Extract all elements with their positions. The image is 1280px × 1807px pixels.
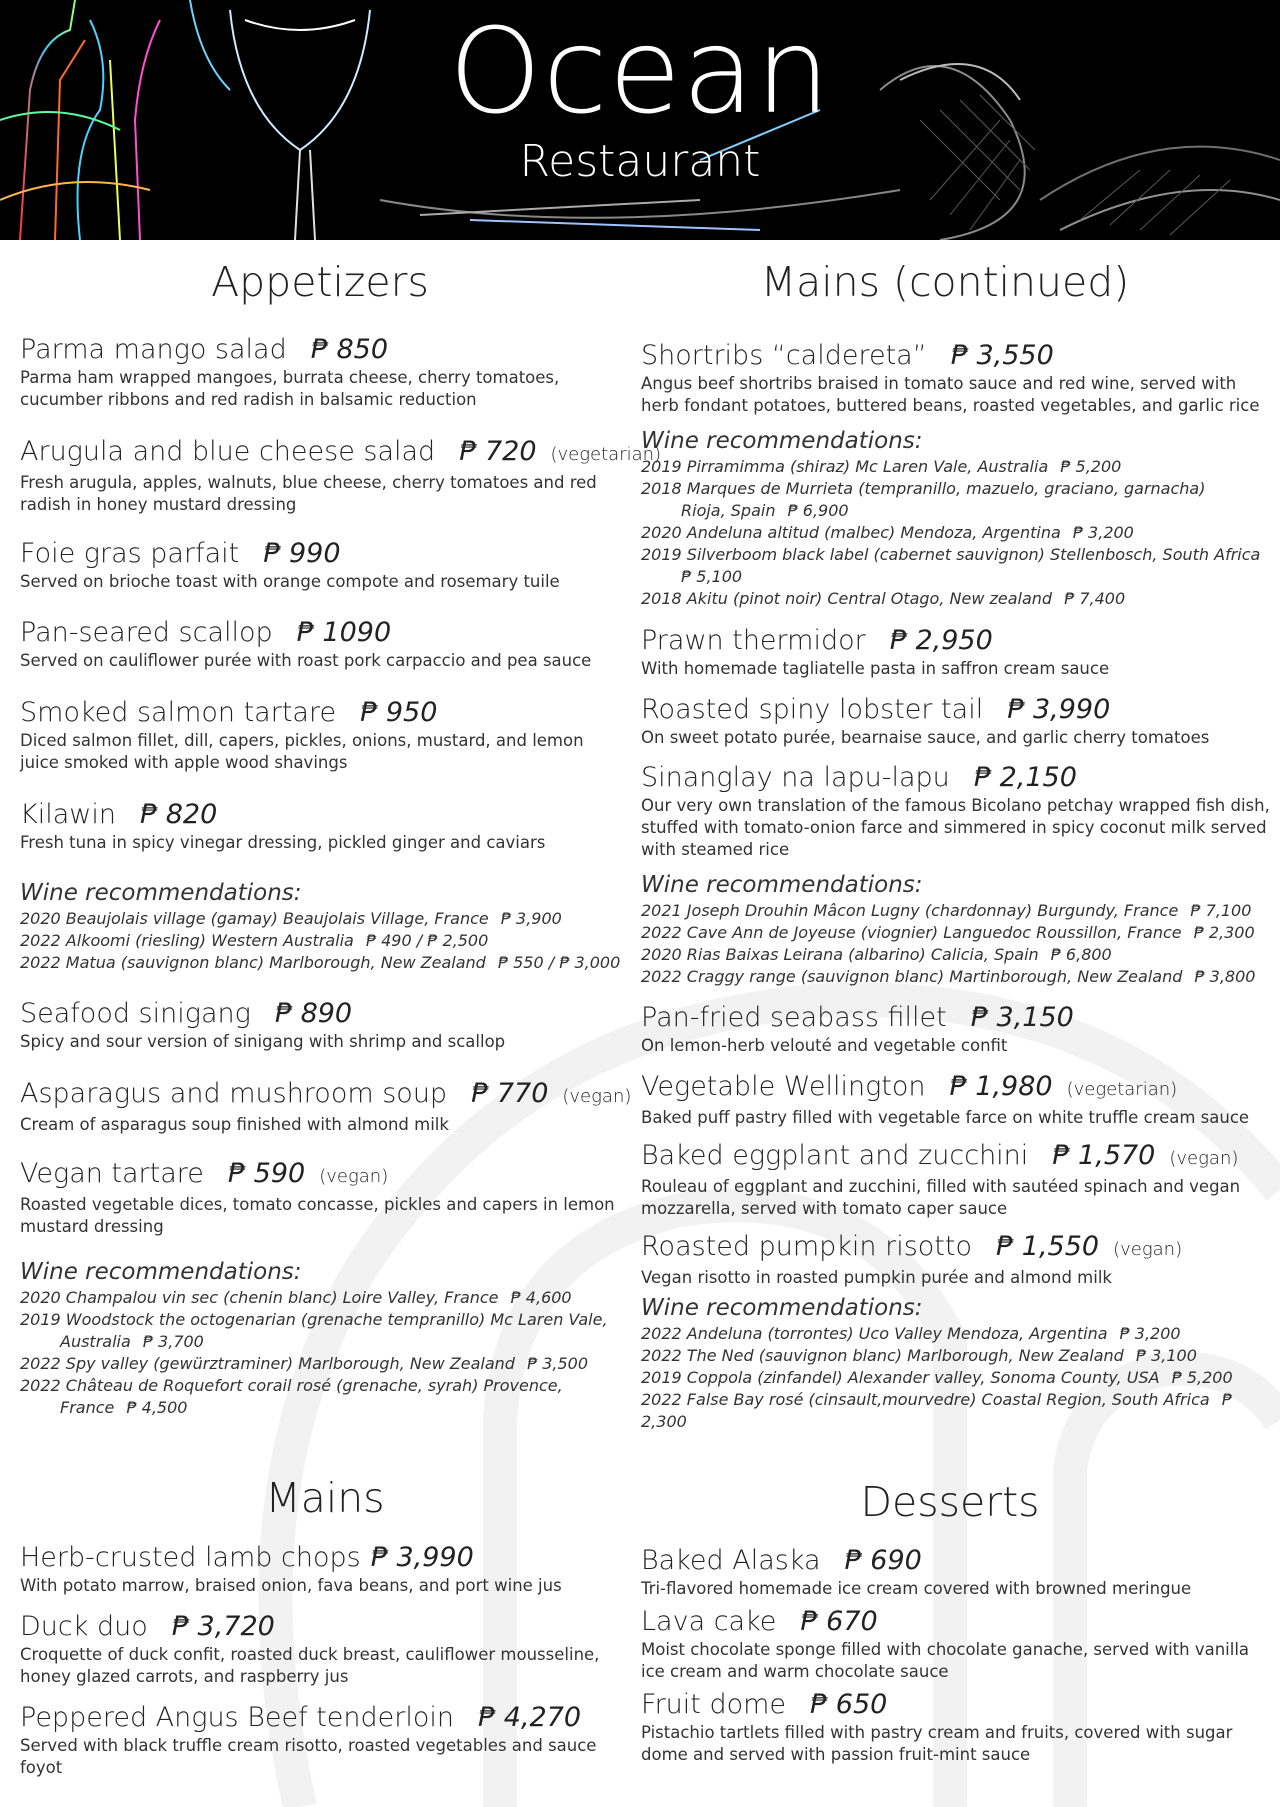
item-name: Roasted spiny lobster tail [641, 694, 984, 725]
wine-name: 2020 Andeluna altitud (malbec) Mendoza, Argentina [641, 523, 1061, 542]
item-description: Cream of asparagus soup finished with almond milk [20, 1115, 449, 1134]
item-name: Baked eggplant and zucchini [641, 1140, 1029, 1171]
wine-name: 2022 Alkoomi (riesling) Western Australia [20, 931, 354, 950]
wine-price: ₱ 5,200 [1060, 457, 1122, 476]
wine-name: 2022 Spy valley (gewürztraminer) Marlborough, New Zealand [20, 1354, 515, 1373]
item-price: ₱ 3,990 [370, 1542, 474, 1573]
wine-line [20, 908, 640, 930]
item-name: Herb-crusted lamb chops [20, 1542, 361, 1573]
item-heading [641, 1688, 1271, 1722]
wine-line [641, 478, 1271, 500]
item-heading [20, 1541, 620, 1575]
wine-line [20, 952, 640, 974]
menu-item [641, 761, 1271, 861]
menu-item [20, 798, 620, 854]
wine-line [20, 1309, 640, 1331]
wine-title: Wine recommendations: [20, 1259, 302, 1285]
item-heading [20, 616, 620, 650]
item-description: On sweet potato purée, bearnaise sauce, and garlic cherry tomatoes [641, 728, 1210, 747]
wine-recommendations [641, 870, 1271, 988]
wine-name: 2019 Pirramimma (shiraz) Mc Laren Vale, Australia [641, 457, 1049, 476]
item-name: Lava cake [641, 1606, 777, 1637]
item-description: Fresh tuna in spicy vinegar dressing, pickled ginger and caviars [20, 833, 546, 852]
item-heading [641, 761, 1271, 795]
wine-name: 2022 Craggy range (sauvignon blanc) Martinborough, New Zealand [641, 967, 1183, 986]
item-heading [641, 624, 1271, 658]
item-price: ₱ 1,550 [996, 1231, 1100, 1262]
wine-recommendations [20, 1257, 640, 1419]
item-price: ₱ 850 [310, 334, 389, 365]
menu-item [20, 1701, 620, 1779]
menu-item [20, 1077, 632, 1136]
menu-item [641, 1605, 1271, 1683]
menu-item [20, 1610, 620, 1688]
wine-line [20, 1353, 640, 1375]
wine-price: ₱ 2,300 [641, 1390, 1232, 1431]
item-price: ₱ 3,150 [970, 1002, 1074, 1033]
wine-line [20, 1287, 640, 1309]
item-price: ₱ 990 [263, 538, 341, 569]
item-description: Vegan risotto in roasted pumpkin purée and almond milk [641, 1268, 1112, 1287]
item-heading [641, 1139, 1271, 1176]
wine-price: ₱ 3,200 [1072, 523, 1134, 542]
item-heading [641, 1070, 1271, 1107]
menu-item [20, 616, 620, 672]
item-heading [641, 693, 1271, 727]
item-description: Angus beef shortribs braised in tomato sauce and red wine, served with herb fondant potatoes, buttered beans, roasted vegetables, and garlic rice [641, 374, 1260, 415]
wine-price: ₱ 3,500 [526, 1354, 589, 1373]
item-name: Asparagus and mushroom soup [20, 1078, 448, 1109]
wine-line [20, 1331, 640, 1353]
item-name: Smoked salmon tartare [20, 697, 337, 728]
wine-line [20, 1375, 640, 1397]
item-heading [20, 537, 620, 571]
item-heading [641, 1544, 1271, 1578]
item-description: Served on brioche toast with orange compote and rosemary tuile [20, 572, 560, 591]
wine-line [641, 1389, 1271, 1433]
item-price: ₱ 3,990 [1007, 694, 1111, 725]
wine-price: ₱ 3,100 [1135, 1346, 1197, 1365]
wine-line [641, 456, 1271, 478]
item-heading [641, 1230, 1271, 1267]
item-name: Kilawin [20, 799, 116, 830]
wine-title: Wine recommendations: [641, 428, 923, 454]
wine-name: 2018 Akitu (pinot noir) Central Otago, New zealand [641, 589, 1053, 608]
item-description: Pistachio tartlets filled with pastry cream and fruits, covered with sugar dome and served with passion fruit-mint sauce [641, 1723, 1233, 1764]
wine-line [641, 944, 1271, 966]
item-price: ₱ 720 [459, 436, 537, 467]
wine-name: 2018 Marques de Murrieta (tempranillo, mazuelo, graciano, garnacha) [641, 479, 1206, 498]
wine-recommendations [641, 426, 1271, 610]
item-price: ₱ 3,550 [950, 340, 1054, 371]
item-heading [20, 696, 620, 730]
item-description: Served on cauliflower purée with roast pork carpaccio and pea sauce [20, 651, 592, 670]
wine-price: ₱ 7,100 [1190, 901, 1252, 920]
wine-price: ₱ 5,100 [681, 567, 743, 586]
wine-name: 2020 Champalou vin sec (chenin blanc) Loire Valley, France [20, 1288, 499, 1307]
item-price: ₱ 670 [800, 1606, 878, 1637]
item-description: Baked puff pastry filled with vegetable farce on white truffle cream sauce [641, 1108, 1250, 1127]
wine-line [641, 900, 1271, 922]
restaurant-subtitle: Restaurant [519, 136, 761, 187]
menu-item [20, 1541, 620, 1597]
item-description: On lemon-herb velouté and vegetable confit [641, 1036, 1008, 1055]
wine-price: ₱ 550 / ₱ 3,000 [497, 953, 621, 972]
wine-line [641, 544, 1271, 566]
wine-price: ₱ 3,900 [500, 909, 562, 928]
item-name: Seafood sinigang [20, 998, 251, 1029]
item-heading [20, 333, 620, 367]
menu-item [641, 693, 1271, 749]
item-price: ₱ 950 [360, 697, 438, 728]
dietary-tag: (vegan) [1113, 1239, 1183, 1260]
wine-title: Wine recommendations: [641, 1295, 923, 1321]
item-price: ₱ 650 [810, 1689, 888, 1720]
menu-item [20, 435, 662, 516]
section-title-mains: Mains [265, 1474, 385, 1522]
item-price: ₱ 890 [274, 998, 353, 1029]
item-name: Fruit dome [641, 1689, 787, 1720]
wine-name: 2022 Andeluna (torrontes) Uco Valley Mendoza, Argentina [641, 1324, 1108, 1343]
item-name: Vegetable Wellington [641, 1071, 926, 1102]
wine-name: 2021 Joseph Drouhin Mâcon Lugny (chardonnay) Burgundy, France [641, 901, 1179, 920]
menu-item [641, 1230, 1271, 1289]
wine-name: Australia [60, 1332, 131, 1351]
menu-item [641, 1544, 1271, 1600]
dietary-tag: (vegetarian) [550, 444, 662, 465]
item-price: ₱ 820 [139, 799, 218, 830]
header-banner [0, 0, 1280, 240]
wine-price: ₱ 3,700 [142, 1332, 204, 1351]
wine-line [641, 1323, 1271, 1345]
item-heading [641, 1605, 1271, 1639]
item-name: Prawn thermidor [641, 625, 866, 656]
wine-name: 2019 Woodstock the octogenarian (grenache tempranillo) Mc Laren Vale, [20, 1310, 608, 1329]
menu-item [641, 1070, 1271, 1129]
menu-item [641, 339, 1271, 417]
menu-item [20, 537, 620, 593]
wine-line [641, 1345, 1271, 1367]
item-description: Roasted vegetable dices, tomato concasse, pickles and capers in lemon mustard dressing [20, 1195, 615, 1236]
item-name: Duck duo [20, 1611, 148, 1642]
item-price: ₱ 590 [227, 1158, 306, 1189]
item-description: Tri-flavored homemade ice cream covered with browned meringue [641, 1579, 1192, 1598]
item-name: Arugula and blue cheese salad [20, 436, 436, 467]
menu-item [20, 696, 620, 774]
wine-name: 2019 Silverboom black label (cabernet sauvignon) Stellenbosch, South Africa [641, 545, 1261, 564]
wine-price: ₱ 3,800 [1194, 967, 1256, 986]
item-price: ₱ 1,570 [1052, 1140, 1156, 1171]
item-description: Diced salmon fillet, dill, capers, pickles, onions, mustard, and lemon juice smoked with apple wood shavings [20, 731, 584, 772]
item-description: Rouleau of eggplant and zucchini, filled with sautéed spinach and vegan mozzarella, served with tomato caper sauce [641, 1177, 1241, 1218]
wine-line [641, 500, 1271, 522]
item-description: With potato marrow, braised onion, fava beans, and port wine jus [20, 1576, 562, 1595]
item-price: ₱ 2,950 [889, 625, 993, 656]
wine-name: 2022 Cave Ann de Joyeuse (viognier) Languedoc Roussillon, France [641, 923, 1182, 942]
item-description: Fresh arugula, apples, walnuts, blue cheese, cherry tomatoes and red radish in honey mustard dressing [20, 473, 597, 514]
wine-title: Wine recommendations: [641, 872, 923, 898]
item-price: ₱ 4,270 [478, 1702, 582, 1733]
item-name: Roasted pumpkin risotto [641, 1231, 973, 1262]
wine-line [641, 966, 1271, 988]
wine-price: ₱ 5,200 [1171, 1368, 1233, 1387]
wine-price: ₱ 6,800 [1050, 945, 1112, 964]
wine-name: 2019 Coppola (zinfandel) Alexander valley, Sonoma County, USA [641, 1368, 1160, 1387]
item-name: Shortribs “caldereta” [641, 340, 927, 371]
menu-item [641, 1001, 1271, 1057]
item-price: ₱ 1090 [296, 617, 392, 648]
item-description: Moist chocolate sponge filled with chocolate ganache, served with vanilla ice cream and warm chocolate sauce [641, 1640, 1250, 1681]
item-heading [20, 1077, 632, 1114]
wine-price: ₱ 4,600 [510, 1288, 572, 1307]
item-heading [20, 1701, 620, 1735]
section-title-appetizers: Appetizers [211, 258, 429, 306]
wine-name: 2022 Château de Roquefort corail rosé (grenache, syrah) Provence, [20, 1376, 563, 1395]
menu-item [641, 1139, 1271, 1220]
item-description: Parma ham wrapped mangoes, burrata cheese, cherry tomatoes, cucumber ribbons and red radish in balsamic reduction [20, 368, 560, 409]
item-name: Pan-fried seabass fillet [641, 1002, 947, 1033]
item-description: Spicy and sour version of sinigang with shrimp and scallop [20, 1032, 506, 1051]
item-description: Croquette of duck confit, roasted duck breast, cauliflower mousseline, honey glazed carrots, and raspberry jus [20, 1645, 600, 1686]
wine-price: ₱ 7,400 [1064, 589, 1126, 608]
wine-name: 2022 False Bay rosé (cinsault,mourvedre) Coastal Region, South Africa [641, 1390, 1210, 1409]
menu-item [20, 1157, 620, 1238]
wine-price: ₱ 6,900 [787, 501, 849, 520]
dietary-tag: (vegetarian) [1066, 1079, 1178, 1100]
item-heading [20, 1157, 620, 1194]
wine-price: ₱ 490 / ₱ 2,500 [365, 931, 489, 950]
wine-line [20, 930, 640, 952]
dietary-tag: (vegan) [319, 1166, 389, 1187]
item-name: Vegan tartare [20, 1158, 204, 1189]
wine-name: Rioja, Spain [681, 501, 776, 520]
item-heading [20, 798, 620, 832]
wine-line [641, 566, 1271, 588]
wine-line [20, 1397, 640, 1419]
item-name: Pan-seared scallop [20, 617, 273, 648]
restaurant-name: Ocean [448, 2, 832, 140]
wine-line [641, 1367, 1271, 1389]
item-description: Our very own translation of the famous Bicolano petchay wrapped fish dish, stuffed with tomato-onion farce and simmered in spicy coconut milk served with steamed rice [641, 796, 1270, 859]
wine-name: 2022 The Ned (sauvignon blanc) Marlborough, New Zealand [641, 1346, 1124, 1365]
dietary-tag: (vegan) [1169, 1148, 1239, 1169]
wine-line [641, 922, 1271, 944]
item-heading [641, 1001, 1271, 1035]
item-price: ₱ 1,980 [949, 1071, 1053, 1102]
menu-item [641, 1688, 1271, 1766]
wine-name: 2022 Matua (sauvignon blanc) Marlborough, New Zealand [20, 953, 486, 972]
item-price: ₱ 3,720 [171, 1611, 275, 1642]
section-title-desserts: Desserts [860, 1478, 1040, 1526]
item-heading [20, 997, 620, 1031]
menu-item [641, 624, 1271, 680]
item-name: Foie gras parfait [20, 538, 240, 569]
wine-price: ₱ 3,200 [1119, 1324, 1181, 1343]
wine-name: 2020 Beaujolais village (gamay) Beaujolais Village, France [20, 909, 489, 928]
section-title-mains-continued: Mains (continued) [760, 258, 1130, 306]
item-name: Parma mango salad [20, 334, 287, 365]
dietary-tag: (vegan) [562, 1086, 632, 1107]
wine-price: ₱ 2,300 [1193, 923, 1255, 942]
item-name: Baked Alaska [641, 1545, 821, 1576]
wine-line [641, 588, 1271, 610]
wine-recommendations [20, 878, 640, 974]
menu-item [20, 997, 620, 1053]
wine-name: France [60, 1398, 115, 1417]
item-description: Served with black truffle cream risotto, roasted vegetables and sauce foyot [20, 1736, 597, 1777]
item-price: ₱ 770 [471, 1078, 549, 1109]
wine-line [641, 522, 1271, 544]
item-price: ₱ 2,150 [973, 762, 1077, 793]
wine-recommendations [641, 1293, 1271, 1433]
wine-title: Wine recommendations: [20, 880, 302, 906]
wine-name: 2020 Rias Baixas Leirana (albarino) Calicia, Spain [641, 945, 1039, 964]
item-description: With homemade tagliatelle pasta in saffron cream sauce [641, 659, 1110, 678]
wine-price: ₱ 4,500 [126, 1398, 188, 1417]
menu-item [20, 333, 620, 411]
item-price: ₱ 690 [844, 1545, 922, 1576]
item-heading [20, 1610, 620, 1644]
item-heading [641, 339, 1271, 373]
item-name: Sinanglay na lapu-lapu [641, 762, 950, 793]
item-heading [20, 435, 662, 472]
item-name: Peppered Angus Beef tenderloin [20, 1702, 454, 1733]
